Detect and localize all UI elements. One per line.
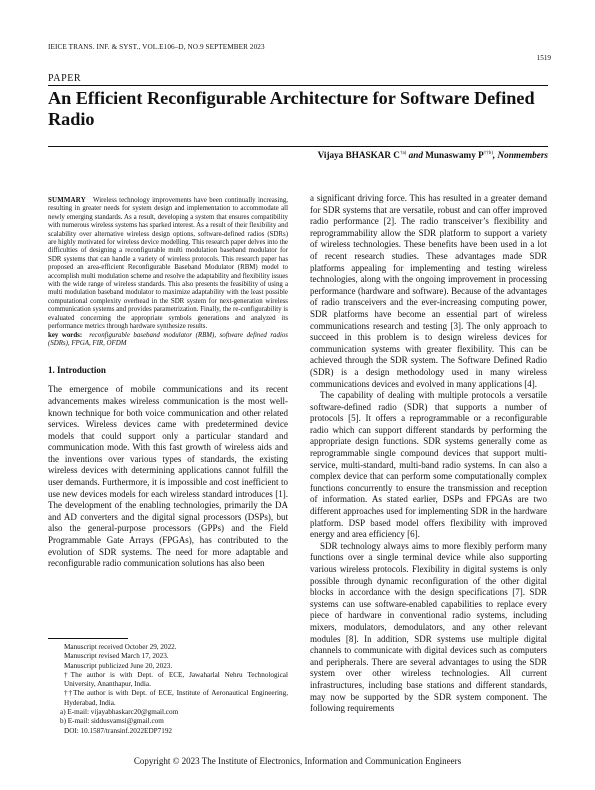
body-paragraph: The emergence of mobile communications and its recent advancements makes wireless communication is the most well-known technique for both voice communication and other related services. Wireless devices came with predetermined device models that could support only a particular standard and communication mode. With this fast growth of wireless aids and the inventions over various types of standards, the existing wireless devices with determining applications cannot fulfill the user demands. Furthermore, it is impossible and cost inefficient to use new devices models for each wireless standard introduces [1]. The development of the enabling technologies, primarily the DA and AD converters and the digital signal processors (DSPs), but also the general-purpose processors (GPPs) and the Field Programmable Gate Arrays (FPGAs), has contributed to the evolution of SDR systems. The need for more adaptable and reconfigurable radio communication solutions has also been bbox=[48, 384, 288, 569]
footnote-email-a: a) E-mail: vijayabhaskarc20@gmail.com bbox=[60, 708, 179, 717]
footnote-affiliation-2: ††The author is with Dept. of ECE, Institute of Aeronautical Engineering, Hyderabad, India. bbox=[64, 689, 288, 707]
footnote-received: Manuscript received October 29, 2022. bbox=[64, 643, 177, 651]
author-line bbox=[318, 150, 548, 160]
footnote-doi: DOI: 10.1587/transinf.2022EDP7192 bbox=[64, 726, 173, 735]
author-and: and bbox=[408, 150, 423, 160]
page-number: 1519 bbox=[536, 54, 551, 62]
right-body bbox=[310, 193, 547, 715]
title-rule bbox=[48, 146, 548, 147]
summary-label: SUMMARY bbox=[48, 197, 86, 204]
author-1-sup: †a) bbox=[399, 150, 407, 156]
header-rule bbox=[48, 85, 548, 86]
summary-text: Wireless technology improvements have been continually increasing, resulting in greater needs for system design and implementation to accommodate all newly emerging standards. As a result, developing a system that ensures compatibility with numerous wireless systems has sparked interest. As a result of their flexibility and scalability over alternative wireless design options, software-defined radios (SDRs) are highly motivated for wireless device modelling. This research paper delves into the difficulties of designing a reconfigurable multi modulation baseband modulator for SDR systems that can handle a variety of wireless protocols. This research paper has proposed an area-efficient Reconfigurable Baseband Modulator (RBM) model to accomplish multi modulation scheme and resolve the adaptability and flexibility issues with the wide range of wireless standards. This also presents the feasibility of using a multi modulation baseband modulator to maximize adaptability with the least possible computational complexity overhead in the SDR system for next-generation wireless communication systems and provides parametrization. Finally, the re-configurability is evaluated concerning the appropriate symbols generations and analyzed its performance metrics through hardware synthesize results. bbox=[48, 197, 289, 331]
author-1: Vijaya BHASKAR C bbox=[317, 150, 400, 160]
keywords-block bbox=[48, 332, 288, 349]
author-2: Munaswamy P bbox=[425, 150, 484, 160]
footnote-rule bbox=[48, 638, 128, 639]
footnote-email-b: b) E-mail: siddusvamsi@gmail.com bbox=[60, 717, 164, 726]
left-body bbox=[48, 384, 288, 570]
body-paragraph: a significant driving force. This has resulted in a greater demand for SDR systems that are versatile, robust and can offer improved radio performance [2]. The radio transceiver’s flexibility and reprogrammability allow the SDR platform to support a variety of wireless technologies. These benefits have been used in a lot of recent research studies. These advantages made SDR platforms appealing for implementing and testing wireless technologies, along with the ongoing improvement in processing performance (hardware and software). Because of the advantages of radio transceivers and the ever-increasing computing power, SDR platforms have become an essential part of wireless communications research and testing [3]. The only approach to succeed in this problem is to design wireless devices for communication systems with greater flexibility. This can be achieved through the SDR system. The Software Defined Radio (SDR) is a design methodology used in many wireless communications devices and evolved in many applications [4]. bbox=[310, 193, 547, 389]
body-paragraph: The capability of dealing with multiple protocols a versatile software-defined radio (SDR) that supports a number of protocols [5]. It offers a reprogrammable or a reconfigurable radio which can support different standards by performing the appropriate design functions. SDR systems generally come as reprogrammable single compound devices that support multi-service, multi-standard, multi-band radio systems. In can also a complex device that can perform some computationally complex functions concurrently to ensure the transmission and reception of information. As stated earlier, DSPs and FPGAs are two different approaches used for implementing SDR in the hardware platform. DSP based model offers flexibility with improved energy and area efficiency [6]. bbox=[310, 390, 547, 540]
paper-title: An Efficient Reconfigurable Architecture for Software Defined Radio bbox=[48, 88, 535, 129]
footnote-published: Manuscript publicized June 20, 2023. bbox=[64, 661, 173, 670]
copyright-notice: Copyright © 2023 The Institute of Electronics, Information and Communication Engineers bbox=[133, 756, 462, 766]
body-paragraph: SDR technology always aims to more flexibly perform many functions over a single terminal device while also supporting various wireless protocols. Flexibility in digital systems is only possible through dynamic reconfiguration of the other digital blocks in accordance with the design specifications [7]. SDR systems can use software-enabled capabilities to replace every piece of hardware in conventional radio systems, including mixers, modulators, demodulators, and any other relevant modules [8]. In addition, SDR systems use multiple digital channels to communicate with digital devices such as computers and peripherals. There are several advantages to using the SDR system over other wireless technologies. All current infrastructures, including base stations and different standards, may now be supported by the SDR system component. The following requirements bbox=[310, 540, 547, 714]
section-heading-introduction: 1. Introduction bbox=[48, 365, 106, 376]
left-column bbox=[48, 197, 288, 570]
right-column bbox=[310, 193, 547, 715]
summary-block bbox=[48, 197, 288, 332]
footnote-revised: Manuscript revised March 17, 2023. bbox=[64, 652, 169, 661]
footnote-affiliation-1: †The author is with Dept. of ECE, Jawaharlal Nehru Technological University, Ananthapur, India. bbox=[64, 670, 288, 689]
keywords-label: key words: bbox=[48, 331, 83, 339]
keywords-text: reconfigurable baseband modulator (RBM), software defined radios (SDRs), FPGA, FIR, OFDM bbox=[48, 331, 288, 347]
author-2-sup: ††b) bbox=[483, 150, 493, 156]
footnotes bbox=[48, 643, 288, 736]
membership: , Nonmembers bbox=[492, 150, 548, 160]
paper-type-label: PAPER bbox=[48, 73, 82, 84]
running-head: IEICE TRANS. INF. & SYST., VOL.E106–D, NO.9 SEPTEMBER 2023 bbox=[48, 43, 265, 51]
